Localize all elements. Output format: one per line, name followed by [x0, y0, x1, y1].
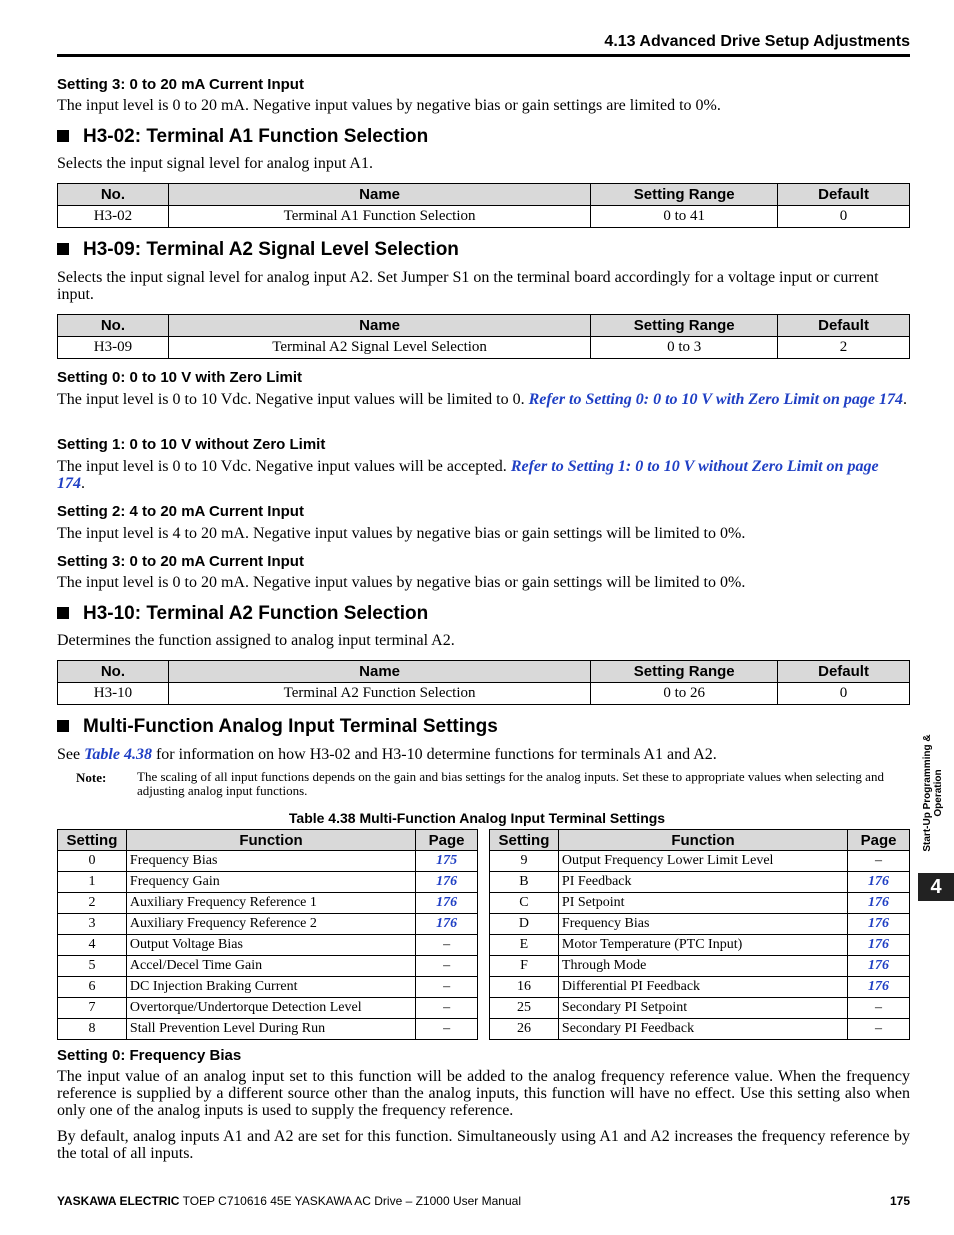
table-4-38-link[interactable]: Table 4.38	[84, 746, 152, 763]
h3-10-param-table	[57, 660, 910, 705]
h3-02-heading-text: H3-02: Terminal A1 Function Selection	[83, 126, 429, 147]
table-row	[58, 337, 910, 359]
note-text: The scaling of all input functions depends on the gain and bias settings for the analog inputs. Set these to appropriate values when selecting and adjusting analog input functions.	[137, 769, 884, 798]
h3-09-heading-text: H3-09: Terminal A2 Signal Level Selection	[83, 239, 459, 260]
table-caption: Table 4.38 Multi-Function Analog Input Terminal Settings	[288, 810, 666, 826]
square-bullet-icon	[57, 130, 69, 142]
cell-setting: B	[490, 872, 559, 893]
col-default: Default	[778, 315, 910, 337]
setting-1-heading: Setting 1: 0 to 10 V without Zero Limit	[57, 436, 326, 453]
cell-function: Frequency Bias	[558, 914, 847, 935]
cell-setting: 7	[58, 998, 127, 1019]
frequency-bias-p1: The input value of an analog input set to this function will be added to the analog frequency reference value. When the frequency reference is supplied by a different source other than the analog inputs, this function will have no effect. Use this setting also when only one of the analog inputs is used to supply the frequency reference.	[57, 1068, 910, 1119]
cell-setting: C	[490, 893, 559, 914]
table-row	[58, 893, 478, 914]
setting-0-text	[57, 391, 910, 408]
note-label: Note:	[76, 770, 107, 785]
cell-function: PI Setpoint	[558, 893, 847, 914]
square-bullet-icon	[57, 243, 69, 255]
h3-10-heading-text: H3-10: Terminal A2 Function Selection	[83, 603, 429, 624]
cell-default: 0	[778, 206, 910, 228]
cell-name: Terminal A2 Function Selection	[168, 683, 590, 705]
setting-0-link[interactable]: Refer to Setting 0: 0 to 10 V with Zero Limit on page 174	[528, 391, 904, 408]
cell-function: Auxiliary Frequency Reference 1	[126, 893, 415, 914]
cell-page-link[interactable]: 175	[416, 851, 478, 872]
col-range: Setting Range	[591, 315, 778, 337]
table-row	[490, 1019, 910, 1040]
cell-page-link[interactable]: 176	[416, 914, 478, 935]
col-setting: Setting	[58, 830, 127, 851]
col-page: Page	[848, 830, 910, 851]
cell-function: Output Voltage Bias	[126, 935, 415, 956]
cell-setting: 16	[490, 977, 559, 998]
cell-page-link[interactable]: 176	[416, 872, 478, 893]
setting-3-text: The input level is 0 to 20 mA. Negative input values by negative bias or gain settings will be limited to 0%.	[57, 574, 746, 591]
frequency-bias-heading: Setting 0: Frequency Bias	[57, 1047, 242, 1064]
footer-doc-title: TOEP C710616 45E YASKAWA AC Drive – Z1000 User Manual	[179, 1194, 521, 1208]
cell-no: H3-09	[58, 337, 169, 359]
table-row	[58, 977, 478, 998]
page-number: 175	[889, 1194, 910, 1208]
h3-10-heading	[57, 603, 428, 625]
cell-setting: F	[490, 956, 559, 977]
table-row	[490, 935, 910, 956]
multi-function-text	[57, 746, 910, 763]
table-row	[58, 956, 478, 977]
cell-function: Secondary PI Feedback	[558, 1019, 847, 1040]
h3-10-text: Determines the function assigned to analog input terminal A2.	[57, 632, 455, 649]
h3-02-text: Selects the input signal level for analog input A1.	[57, 155, 373, 172]
setting-2-heading: Setting 2: 4 to 20 mA Current Input	[57, 503, 304, 520]
cell-function: Differential PI Feedback	[558, 977, 847, 998]
cell-function: Overtorque/Undertorque Detection Level	[126, 998, 415, 1019]
col-default: Default	[778, 184, 910, 206]
header-rule	[57, 54, 910, 57]
cell-setting: 2	[58, 893, 127, 914]
setting-1-link[interactable]: Refer to Setting 1: 0 to 10 V without Zero Limit on page 174	[57, 458, 879, 492]
cell-setting: 0	[58, 851, 127, 872]
cell-range: 0 to 3	[591, 337, 778, 359]
h3-09-text: Selects the input signal level for analog input A2. Set Jumper S1 on the terminal board accordingly for a voltage input or current input.	[57, 269, 879, 303]
square-bullet-icon	[57, 720, 69, 732]
col-range: Setting Range	[591, 661, 778, 683]
cell-default: 2	[778, 337, 910, 359]
chapter-tab: 4	[918, 873, 954, 901]
mf-text-before: See	[57, 746, 85, 763]
multi-function-heading-text: Multi-Function Analog Input Terminal Settings	[83, 716, 498, 737]
frequency-bias-p2: By default, analog inputs A1 and A2 are set for this function. Simultaneously using A1 and A2 increases the frequency reference by the total of all inputs.	[57, 1128, 910, 1162]
square-bullet-icon	[57, 607, 69, 619]
table-row	[490, 998, 910, 1019]
cell-page-link[interactable]: 176	[848, 872, 910, 893]
table-row	[58, 683, 910, 705]
setting-3-heading: Setting 3: 0 to 20 mA Current Input	[57, 553, 304, 570]
cell-page: –	[416, 935, 478, 956]
table-row	[490, 977, 910, 998]
table-row	[58, 1019, 478, 1040]
col-no: No.	[58, 315, 169, 337]
cell-page: –	[416, 977, 478, 998]
setting-0-heading: Setting 0: 0 to 10 V with Zero Limit	[57, 369, 303, 386]
cell-setting: 4	[58, 935, 127, 956]
col-setting: Setting	[490, 830, 559, 851]
cell-default: 0	[778, 683, 910, 705]
col-function: Function	[126, 830, 415, 851]
cell-no: H3-02	[58, 206, 169, 228]
cell-function: Secondary PI Setpoint	[558, 998, 847, 1019]
cell-setting: 5	[58, 956, 127, 977]
cell-function: Through Mode	[558, 956, 847, 977]
h3-02-param-table	[57, 183, 910, 228]
h3-09-heading	[57, 239, 459, 261]
setting-0-body: The input level is 0 to 10 Vdc. Negative input values will be limited to 0.	[57, 391, 529, 408]
cell-page-link[interactable]: 176	[848, 914, 910, 935]
cell-range: 0 to 26	[591, 683, 778, 705]
table-row	[58, 872, 478, 893]
cell-setting: E	[490, 935, 559, 956]
col-function: Function	[558, 830, 847, 851]
cell-no: H3-10	[58, 683, 169, 705]
cell-function: Accel/Decel Time Gain	[126, 956, 415, 977]
footer-brand: YASKAWA ELECTRIC	[57, 1194, 180, 1208]
cell-function: Stall Prevention Level During Run	[126, 1019, 415, 1040]
col-name: Name	[168, 661, 590, 683]
cell-function: DC Injection Braking Current	[126, 977, 415, 998]
table-row	[58, 851, 478, 872]
col-name: Name	[168, 315, 590, 337]
col-no: No.	[58, 661, 169, 683]
table-row	[58, 206, 910, 228]
cell-function: Frequency Bias	[126, 851, 415, 872]
cell-page: –	[848, 851, 910, 872]
table-row	[58, 914, 478, 935]
footer-doc	[57, 1194, 521, 1208]
table-row	[490, 851, 910, 872]
h3-02-heading	[57, 126, 428, 148]
cell-setting: 1	[58, 872, 127, 893]
setting-1-text	[57, 458, 910, 492]
cell-name: Terminal A2 Signal Level Selection	[168, 337, 590, 359]
cell-page: –	[848, 998, 910, 1019]
mf-table-right	[489, 829, 910, 1040]
cell-page-link[interactable]: 176	[848, 977, 910, 998]
cell-page: –	[416, 956, 478, 977]
setting-1-end: .	[81, 475, 85, 492]
col-name: Name	[168, 184, 590, 206]
multi-function-heading	[57, 716, 498, 738]
col-no: No.	[58, 184, 169, 206]
cell-function: Frequency Gain	[126, 872, 415, 893]
setting-3-top-heading: Setting 3: 0 to 20 mA Current Input	[57, 76, 304, 93]
cell-page: –	[848, 1019, 910, 1040]
mf-table-left	[57, 829, 478, 1040]
cell-page-link[interactable]: 176	[848, 956, 910, 977]
col-default: Default	[778, 661, 910, 683]
col-range: Setting Range	[591, 184, 778, 206]
h3-09-param-table	[57, 314, 910, 359]
table-row	[490, 872, 910, 893]
cell-page-link[interactable]: 176	[848, 893, 910, 914]
cell-setting: 26	[490, 1019, 559, 1040]
cell-page: –	[416, 1019, 478, 1040]
cell-setting: 6	[58, 977, 127, 998]
running-header: 4.13 Advanced Drive Setup Adjustments	[604, 33, 910, 50]
cell-setting: 8	[58, 1019, 127, 1040]
table-row	[490, 914, 910, 935]
cell-setting: D	[490, 914, 559, 935]
cell-page-link[interactable]: 176	[848, 935, 910, 956]
side-tab-label: Start-Up Programming & Operation	[922, 734, 944, 852]
table-row	[58, 998, 478, 1019]
cell-range: 0 to 41	[591, 206, 778, 228]
table-row	[58, 935, 478, 956]
setting-0-end: .	[903, 391, 908, 408]
setting-3-top-text: The input level is 0 to 20 mA. Negative input values by negative bias or gain settings are limited to 0%.	[57, 97, 721, 114]
cell-setting: 9	[490, 851, 559, 872]
setting-2-text: The input level is 4 to 20 mA. Negative input values by negative bias or gain settings will be limited to 0%.	[57, 525, 746, 542]
setting-1-body: The input level is 0 to 10 Vdc. Negative input values will be accepted.	[57, 458, 511, 475]
cell-function: Auxiliary Frequency Reference 2	[126, 914, 415, 935]
cell-function: PI Feedback	[558, 872, 847, 893]
cell-function: Motor Temperature (PTC Input)	[558, 935, 847, 956]
col-page: Page	[416, 830, 478, 851]
cell-page: –	[416, 998, 478, 1019]
cell-setting: 3	[58, 914, 127, 935]
cell-setting: 25	[490, 998, 559, 1019]
cell-page-link[interactable]: 176	[416, 893, 478, 914]
cell-name: Terminal A1 Function Selection	[168, 206, 590, 228]
mf-text-after: for information on how H3-02 and H3-10 determine functions for terminals A1 and A2.	[151, 746, 717, 763]
table-row	[490, 893, 910, 914]
table-row	[490, 956, 910, 977]
cell-function: Output Frequency Lower Limit Level	[558, 851, 847, 872]
